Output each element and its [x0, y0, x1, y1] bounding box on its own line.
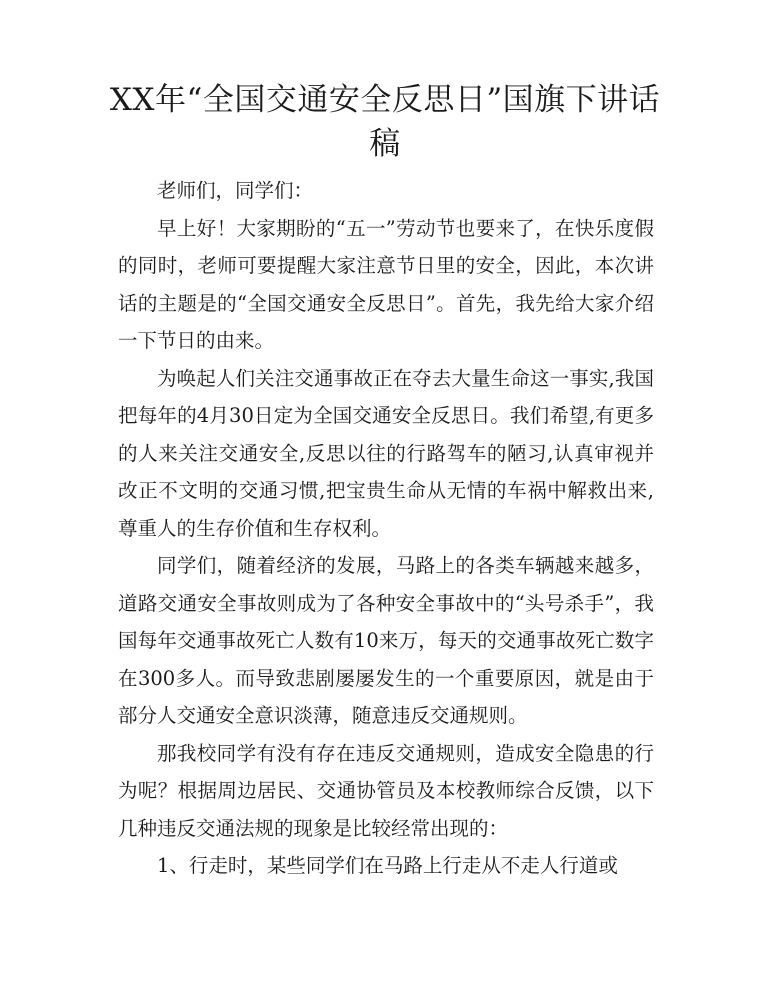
paragraph-origin: 为唤起人们关注交通事故正在夺去大量生命这一事实,我国把每年的4月30日定为全国交通安全反思日。我们希望,有更多的人来关注交通安全,反思以往的行路驾车的陋习,认真审视并改正不文明的交通习惯,把宝贵生命从无情的车祸中解救出来,尊重人的生存价值和生存权利。 [118, 366, 654, 540]
paragraph-statistics: 同学们，随着经济的发展，马路上的各类车辆越来越多，道路交通安全事故则成为了各种安全事故中的“头号杀手”，我国每年交通事故死亡人数有10来万，每天的交通事故死亡数字在300多人。而导致悲剧屡屡发生的一个重要原因，就是由于部分人交通安全意识淡薄，随意违反交通规则。 [118, 554, 654, 727]
paragraph-intro: 早上好！大家期盼的“五一”劳动节也要来了，在快乐度假的同时，老师可要提醒大家注意节日里的安全，因此，本次讲话的主题是的“全国交通安全反思日”。首先，我先给大家介绍一下节日的由来。 [118, 216, 654, 352]
paragraph-greeting: 老师们，同学们： [157, 179, 314, 202]
document-title: XX年“全国交通安全反思日”国旗下讲话稿 [109, 82, 661, 162]
document-body [118, 172, 654, 885]
paragraph-item-1: 1、行走时，某些同学们在马路上行走从不走人行道或 [157, 854, 618, 877]
paragraph-school-issue: 那我校同学有没有存在违反交通规则，造成安全隐患的行为呢？根据周边居民、交通协管员及本校教师综合反馈，以下几种违反交通法规的现象是比较经常出现的： [118, 741, 654, 840]
